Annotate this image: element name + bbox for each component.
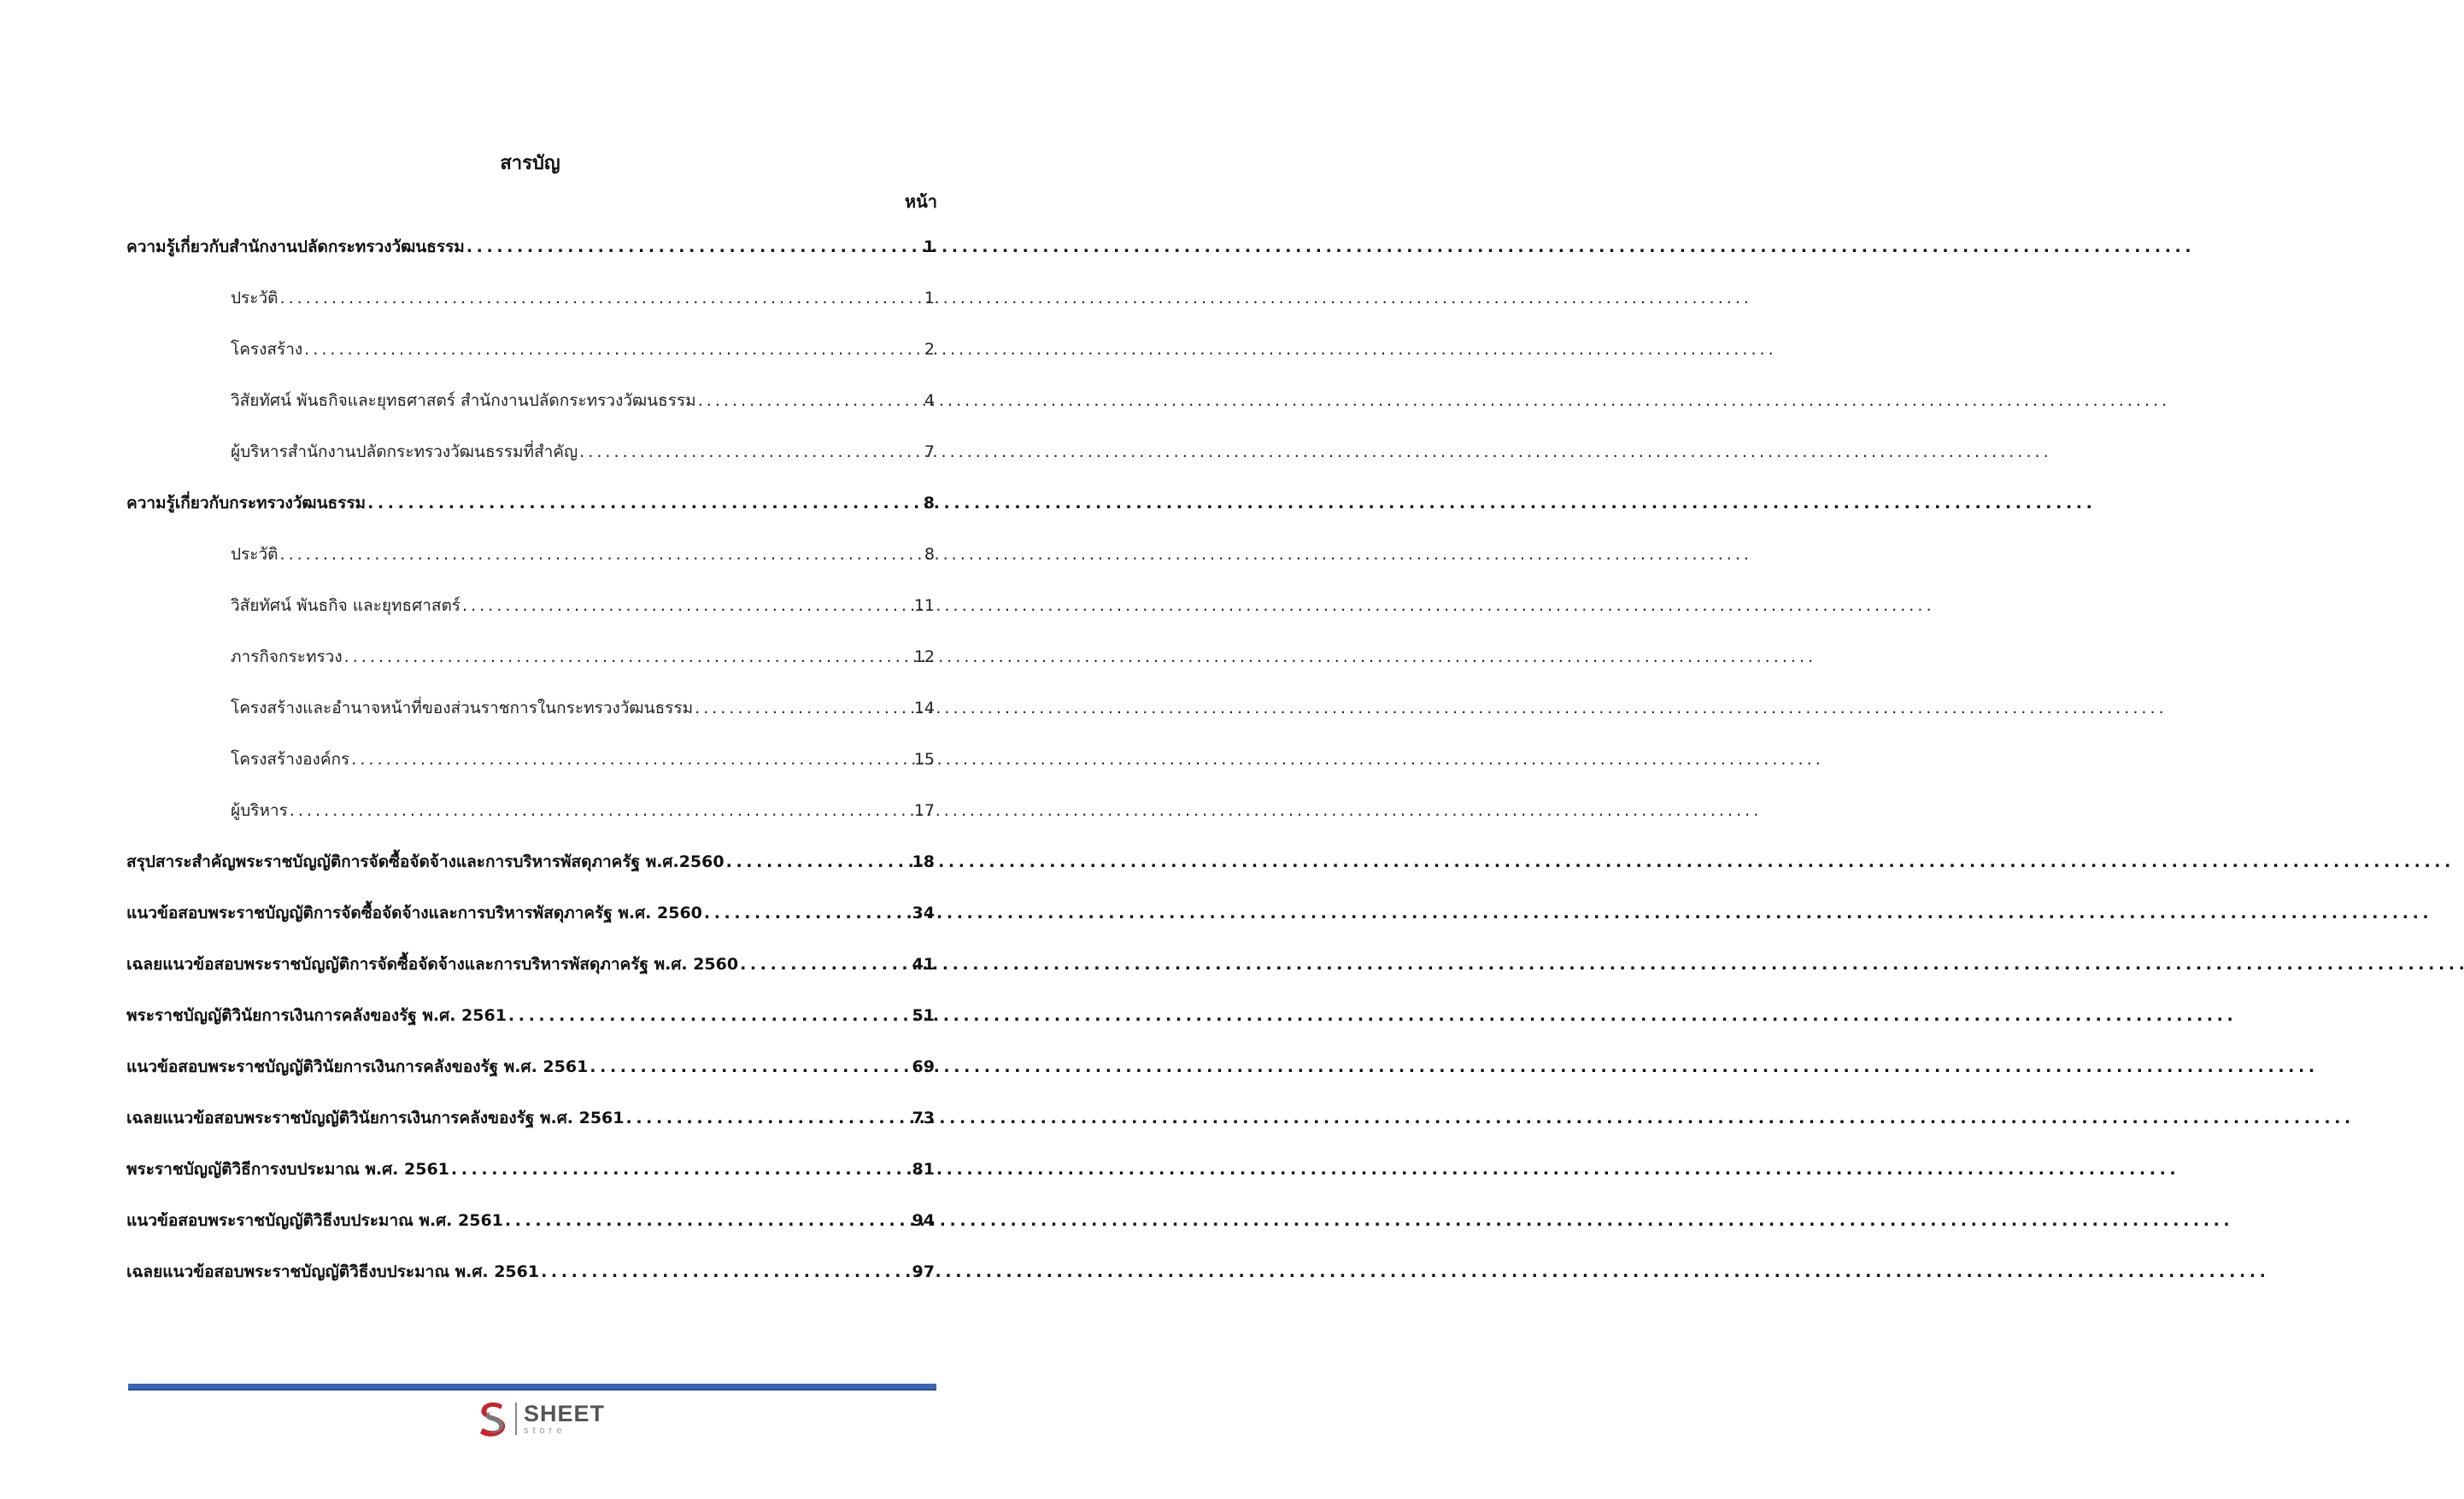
toc-subsection-entry [126, 439, 935, 490]
toc-entry-page-number: 4 [924, 391, 935, 410]
toc-dot-leader [726, 852, 911, 871]
toc-entry-page-number: 1 [923, 237, 935, 256]
toc-section-entry [126, 490, 935, 542]
toc-entry-page-number: 94 [912, 1211, 935, 1230]
toc-entry-title: ผู้บริหาร [231, 801, 288, 820]
toc-section-entry [126, 1105, 935, 1156]
toc-dot-leader [698, 391, 921, 410]
toc-subsection-entry [126, 388, 935, 439]
logo-text [524, 1402, 605, 1436]
toc-dot-leader [695, 699, 912, 717]
toc-entry-page-number: 15 [913, 750, 935, 769]
toc-entry-title: เฉลยแนวข้อสอบพระราชบัญญัติวิธีงบประมาณ พ.ศ. 2561 [126, 1262, 540, 1281]
toc-dot-leader [508, 1006, 911, 1025]
toc-dot-leader [451, 1160, 911, 1179]
toc-entry-title: ความรู้เกี่ยวกับสำนักงานปลัดกระทรวงวัฒนธรรม [126, 237, 465, 256]
toc-section-entry [126, 1259, 935, 1310]
toc-entry-page-number: 7 [924, 442, 935, 461]
toc-entry-page-number: 97 [912, 1262, 935, 1281]
toc-subsection-entry [126, 644, 935, 695]
toc-entry-title: ความรู้เกี่ยวกับกระทรวงวัฒนธรรม [126, 494, 367, 512]
toc-subsection-entry [126, 542, 935, 593]
toc-subsection-entry [126, 747, 935, 798]
toc-entry-title: เฉลยแนวข้อสอบพระราชบัญญัติการจัดซื้อจัดจ้างและการบริหารพัสดุภาครัฐ พ.ศ. 2560 [126, 955, 739, 974]
toc-heading: สารบัญ [500, 152, 560, 174]
toc-section-entry [126, 900, 935, 952]
logo-divider [515, 1402, 517, 1435]
toc-entry-title: แนวข้อสอบพระราชบัญญัติวิธีงบประมาณ พ.ศ. 2561 [126, 1211, 503, 1230]
toc-entry-page-number: 14 [913, 699, 935, 717]
toc-entry-page-number: 51 [912, 1006, 935, 1025]
toc-entry-title: พระราชบัญญัติวิธีการงบประมาณ พ.ศ. 2561 [126, 1160, 449, 1179]
toc-dot-leader [541, 1262, 910, 1281]
toc-dot-leader [290, 801, 912, 820]
toc-entry-title: โครงสร้างองค์กร [231, 750, 350, 769]
toc-entry-page-number: 69 [912, 1057, 935, 1076]
logo-subtext: store [524, 1425, 566, 1436]
toc-entry-title: ประวัติ [231, 289, 279, 307]
toc-dot-leader [590, 1057, 910, 1076]
toc-entry-page-number: 34 [912, 904, 935, 922]
toc-dot-leader [505, 1211, 911, 1230]
toc-subsection-entry [126, 798, 935, 849]
footer-logo [474, 1397, 605, 1440]
toc-entry-title: ภารกิจกระทรวง [231, 647, 343, 666]
toc-dot-leader [367, 494, 921, 512]
toc-entry-title: โครงสร้าง [231, 340, 303, 359]
toc-dot-leader [279, 545, 921, 564]
toc-section-entry [126, 849, 935, 900]
toc-dot-leader [466, 237, 921, 256]
toc-entry-title: สรุปสาระสำคัญพระราชบัญญัติการจัดซื้อจัดจ้างและการบริหารพัสดุภาครัฐ พ.ศ.2560 [126, 852, 725, 871]
toc-dot-leader [344, 647, 912, 666]
toc-entry-page-number: 8 [923, 494, 935, 512]
toc-section-entry [126, 234, 935, 285]
toc-entry-title: ผู้บริหารสำนักงานปลัดกระทรวงวัฒนธรรมที่สำคัญ [231, 442, 578, 461]
footer-divider [128, 1384, 936, 1391]
toc-entry-title: โครงสร้างและอำนาจหน้าที่ของส่วนราชการในกระทรวงวัฒนธรรม [231, 699, 694, 717]
toc-section-entry [126, 1208, 935, 1259]
toc-section-entry [126, 1003, 935, 1054]
toc-entry-title: พระราชบัญญัติวินัยการเงินการคลังของรัฐ พ.ศ. 2561 [126, 1006, 507, 1025]
toc-dot-leader [462, 596, 912, 615]
toc-entry-page-number: 8 [924, 545, 935, 564]
toc-dot-leader [626, 1109, 911, 1127]
toc-entry-page-number: 41 [912, 955, 935, 974]
toc-entry-title: วิสัยทัศน์ พันธกิจ และยุทธศาสตร์ [231, 596, 461, 615]
page-column-label: หน้า [904, 191, 937, 212]
toc-section-entry [126, 952, 935, 1003]
toc-entry-title: แนวข้อสอบพระราชบัญญัติการจัดซื้อจัดจ้างและการบริหารพัสดุภาครัฐ พ.ศ. 2560 [126, 904, 702, 922]
logo-wordmark: SHEET [524, 1400, 606, 1426]
toc-entry-page-number: 81 [912, 1160, 935, 1179]
toc-entry-title: แนวข้อสอบพระราชบัญญัติวินัยการเงินการคลังของรัฐ พ.ศ. 2561 [126, 1057, 589, 1076]
toc-subsection-entry [126, 285, 935, 337]
toc-entry-page-number: 11 [913, 596, 935, 615]
table-of-contents [126, 234, 935, 1310]
toc-entry-page-number: 18 [912, 852, 935, 871]
toc-subsection-entry [126, 695, 935, 747]
toc-dot-leader [351, 750, 912, 769]
toc-entry-title: วิสัยทัศน์ พันธกิจและยุทธศาสตร์ สำนักงานปลัดกระทรวงวัฒนธรรม [231, 391, 696, 410]
toc-dot-leader [304, 340, 921, 359]
toc-entry-page-number: 2 [924, 340, 935, 359]
toc-dot-leader [279, 289, 921, 307]
toc-section-entry [126, 1156, 935, 1208]
toc-entry-title: ประวัติ [231, 545, 279, 564]
toc-entry-page-number: 1 [924, 289, 935, 307]
toc-section-entry [126, 1054, 935, 1105]
toc-dot-leader [579, 442, 921, 461]
toc-subsection-entry [126, 337, 935, 388]
toc-entry-title: เฉลยแนวข้อสอบพระราชบัญญัติวินัยการเงินการคลังของรัฐ พ.ศ. 2561 [126, 1109, 625, 1127]
toc-entry-page-number: 17 [913, 801, 935, 820]
sheet-store-logo-icon [474, 1400, 510, 1438]
toc-dot-leader [704, 904, 911, 922]
toc-dot-leader [740, 955, 910, 974]
toc-entry-page-number: 73 [912, 1109, 935, 1127]
toc-entry-page-number: 12 [913, 647, 935, 666]
toc-subsection-entry [126, 593, 935, 644]
